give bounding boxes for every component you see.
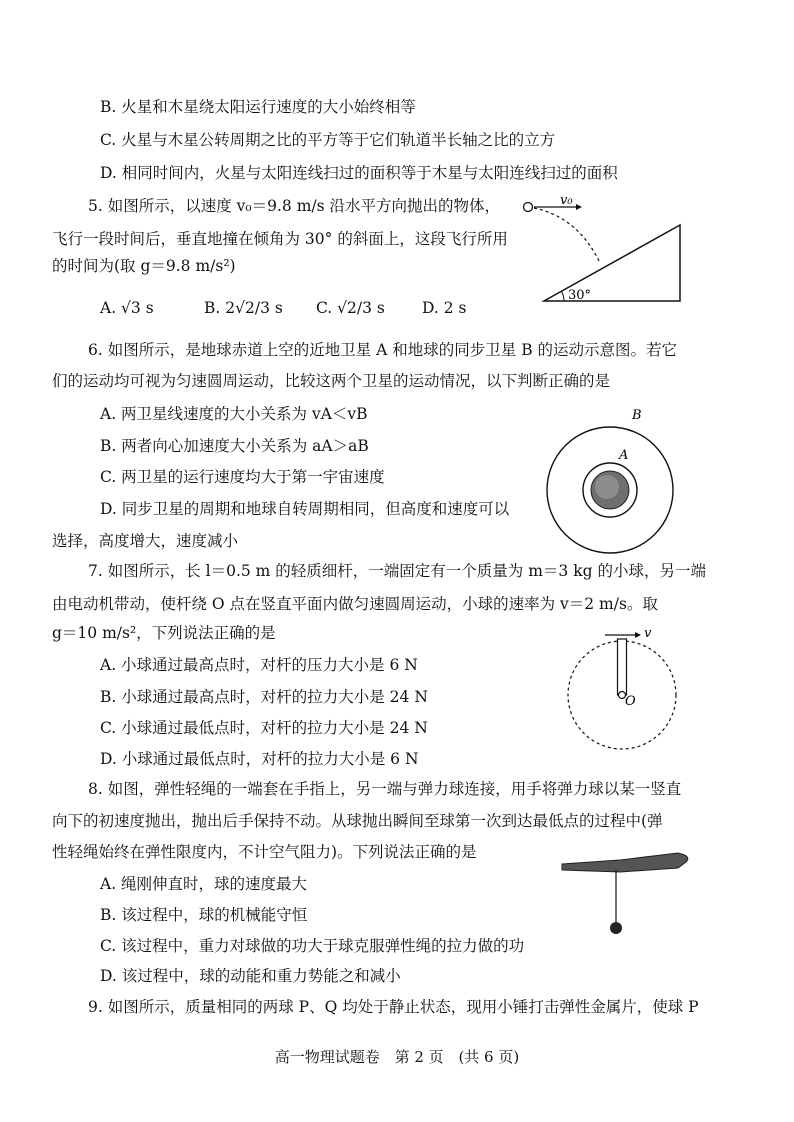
pivot-label: O <box>625 694 636 709</box>
q5-option-c: C. √2/3 s <box>316 299 385 317</box>
q8-stem-line-2: 向下的初速度抛出，抛出后手保持不动。从球抛出瞬间至球第一次到达最低点的过程中(弹 <box>52 812 663 830</box>
page-number: 第 2 页 <box>394 1048 444 1066</box>
light-rod <box>618 639 627 695</box>
velocity-arrow-head <box>635 632 641 638</box>
q7-option-d: D. 小球通过最低点时，对杆的拉力大小是 6 N <box>100 750 419 768</box>
q7-option-c: C. 小球通过最低点时，对杆的拉力大小是 24 N <box>100 719 428 737</box>
projectile-ball <box>524 203 533 212</box>
q6-option-d-line-2: 选择，高度增大，速度减小 <box>52 532 239 550</box>
q9-stem-line-1: 9. 如图所示，质量相同的两球 P、Q 均处于静止状态，现用小锤打击弹性金属片，使球 P <box>88 998 699 1016</box>
q8-option-a: A. 绳刚伸直时，球的速度最大 <box>100 875 308 893</box>
angle-arc <box>562 292 565 302</box>
page-footer <box>0 1046 794 1067</box>
q8-stem-line-3: 性轻绳始终在弹性限度内，不计空气阻力)。下列说法正确的是 <box>52 843 477 861</box>
q8-option-c: C. 该过程中，重力对球做的功大于球克服弹性绳的拉力做的功 <box>100 937 525 955</box>
q6-stem-line-1: 6. 如图所示，是地球赤道上空的近地卫星 A 和地球的同步卫星 B 的运动示意图。若它 <box>88 341 678 359</box>
q7-option-a: A. 小球通过最高点时，对杆的压力大小是 6 N <box>100 656 418 674</box>
satellite-b-label: B <box>632 408 642 423</box>
total-pages: (共 6 页) <box>458 1048 520 1066</box>
q8-elastic-ball-figure <box>560 850 700 940</box>
velocity-arrow-head <box>576 204 582 210</box>
q6-option-c: C. 两卫星的运行速度均大于第一宇宙速度 <box>100 468 385 486</box>
earth-highlight <box>595 475 619 499</box>
q5-option-b: B. 2√2/3 s <box>204 299 283 317</box>
q4-option-b: B. 火星和木星绕太阳运行速度的大小始终相等 <box>100 98 416 116</box>
q6-option-a: A. 两卫星线速度的大小关系为 vA＜vB <box>100 405 368 423</box>
q7-stem-line-1: 7. 如图所示，长 l＝0.5 m 的轻质细杆，一端固定有一个质量为 m＝3 kg 的小球，另一端 <box>88 562 706 580</box>
q4-option-d: D. 相同时间内，火星与太阳连线扫过的面积等于木星与太阳连线扫过的面积 <box>100 164 618 182</box>
satellite-a-label: A <box>619 448 629 463</box>
trajectory-curve <box>534 208 600 263</box>
v0-label: v₀ <box>560 193 573 208</box>
q5-incline-figure <box>520 195 700 310</box>
q5-option-d: D. 2 s <box>422 299 467 317</box>
q8-option-d: D. 该过程中，球的动能和重力势能之和减小 <box>100 967 401 985</box>
q7-stem-line-2: 由电动机带动，使杆绕 O 点在竖直平面内做匀速圆周运动，小球的速率为 v＝2 m/s。取 <box>52 595 658 613</box>
q5-stem-line-2: 飞行一段时间后，垂直地撞在倾角为 30° 的斜面上，这段飞行所用 <box>52 230 508 248</box>
q7-stem-line-3: g＝10 m/s²，下列说法正确的是 <box>52 624 276 642</box>
angle-label: 30° <box>568 288 592 303</box>
q6-option-b: B. 两者向心加速度大小关系为 aA＞aB <box>100 437 369 455</box>
incline-triangle <box>544 225 680 301</box>
q5-stem-line-3: 的时间为(取 g＝9.8 m/s²) <box>52 257 236 275</box>
exam-title: 高一物理试题卷 <box>274 1048 380 1066</box>
q5-stem-line-1: 5. 如图所示，以速度 v₀＝9.8 m/s 沿水平方向抛出的物体， <box>88 197 500 215</box>
q8-stem-line-1: 8. 如图，弹性轻绳的一端套在手指上，另一端与弹力球连接，用手将弹力球以某一竖直 <box>88 780 682 798</box>
q6-option-d-line-1: D. 同步卫星的周期和地球自转周期相同，但高度和速度可以 <box>100 500 510 518</box>
q8-option-b: B. 该过程中，球的机械能守恒 <box>100 906 308 924</box>
velocity-label: v <box>644 626 652 641</box>
q6-satellite-orbit-figure <box>545 408 675 555</box>
elastic-ball <box>610 922 622 934</box>
hand-finger <box>562 853 688 872</box>
q4-option-c: C. 火星与木星公转周期之比的平方等于它们轨道半长轴之比的立方 <box>100 131 556 149</box>
q7-rod-rotation-figure <box>565 625 685 755</box>
q7-option-b: B. 小球通过最高点时，对杆的拉力大小是 24 N <box>100 688 428 706</box>
q5-option-a: A. √3 s <box>100 299 154 317</box>
q6-stem-line-2: 们的运动均可视为匀速圆周运动，比较这两个卫星的运动情况，以下判断正确的是 <box>52 372 611 390</box>
